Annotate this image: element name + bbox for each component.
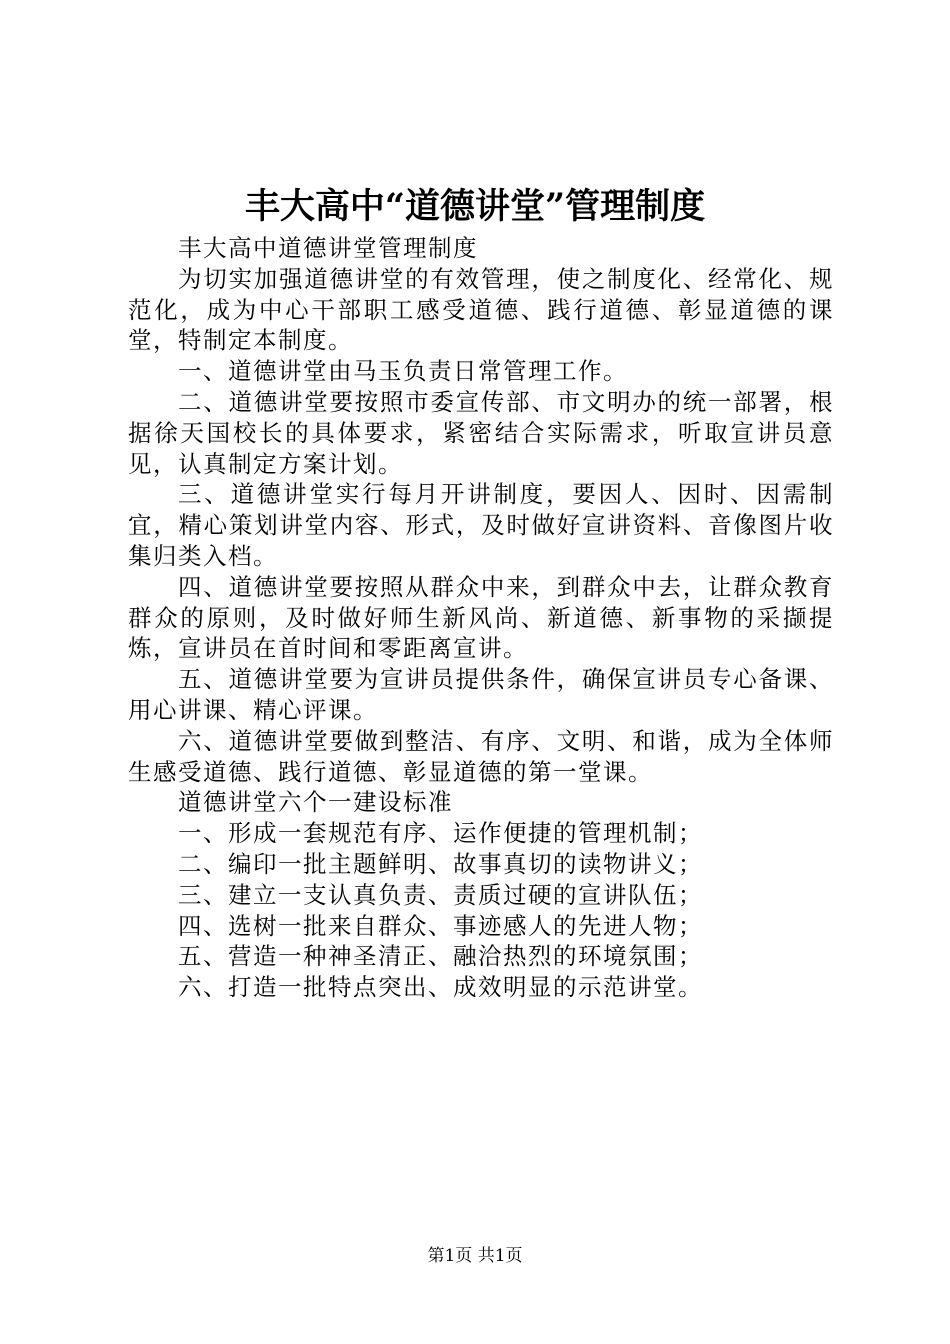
paragraph-rule-4: 四、道德讲堂要按照从群众中来，到群众中去，让群众教育群众的原则，及时做好师生新风尚、新道德、新事物的采撷提炼，宣讲员在首时间和零距离宣讲。 [128, 572, 834, 663]
document-title: 丰大高中“道德讲堂”管理制度 [244, 186, 706, 227]
paragraph-rule-3: 三、道德讲堂实行每月开讲制度，要因人、因时、因需制宜，精心策划讲堂内容、形式，及时做好宣讲资料、音像图片收集归类入档。 [128, 480, 834, 570]
paragraph-standards-heading: 道德讲堂六个一建设标准 [178, 788, 453, 817]
paragraph-standard-4: 四、选树一批来自群众、事迹感人的先进人物； [178, 911, 703, 940]
paragraph-standard-5: 五、营造一种神圣清正、融洽热烈的环境氛围； [178, 942, 703, 971]
paragraph-standard-2: 二、编印一批主题鲜明、故事真切的读物讲义； [178, 849, 703, 878]
paragraph-subtitle: 丰大高中道德讲堂管理制度 [178, 234, 478, 262]
paragraph-rule-2: 二、道德讲堂要按照市委宣传部、市文明办的统一部署，根据徐天国校长的具体要求，紧密结合实际需求，听取宣讲员意见，认真制定方案计划。 [128, 387, 834, 478]
paragraph-rule-6: 六、道德讲堂要做到整洁、有序、文明、和谐，成为全体师生感受道德、践行道德、彰显道德的第一堂课。 [128, 726, 834, 786]
paragraph-rule-1: 一、道德讲堂由马玉负责日常管理工作。 [178, 357, 628, 386]
paragraph-standard-1: 一、形成一套规范有序、运作便捷的管理机制； [178, 819, 703, 848]
document-body [128, 233, 834, 1003]
paragraph-intro: 为切实加强道德讲堂的有效管理，使之制度化、经常化、规范化，成为中心干部职工感受道德、践行道德、彰显道德的课堂，特制定本制度。 [128, 264, 834, 355]
page-footer: 第1页 共1页 [427, 1246, 523, 1266]
paragraph-standard-3: 三、建立一支认真负责、责质过硬的宣讲队伍； [178, 880, 703, 909]
paragraph-rule-5: 五、道德讲堂要为宣讲员提供条件，确保宣讲员专心备课、用心讲课、精心评课。 [128, 665, 834, 724]
paragraph-standard-6: 六、打造一批特点突出、成效明显的示范讲堂。 [178, 973, 703, 1002]
